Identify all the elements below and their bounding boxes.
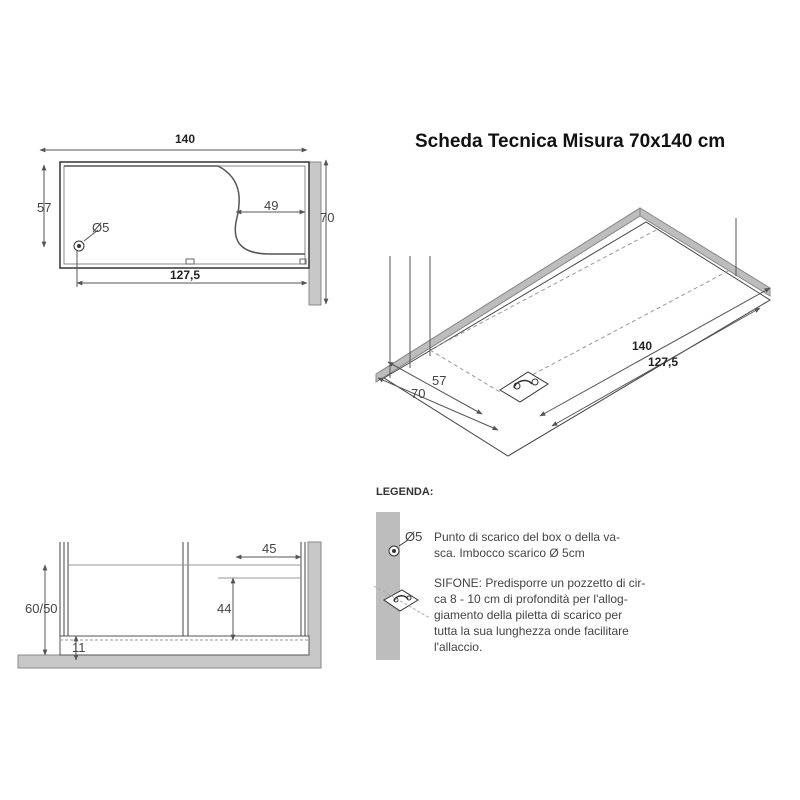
tray-inner-outline [64,166,305,264]
page-title: Scheda Tecnica Misura 70x140 cm [415,131,726,152]
section-drain-height-label: 44 [217,601,232,616]
legend-item-drain-line2: sca. Imbocco scarico Ø 5cm [434,546,585,560]
legend-item-siphon-line3: giamento della piletta di scarico per [434,608,623,622]
plan-drain-label: Ø5 [92,220,110,235]
section-view [18,542,321,668]
section-height-label: 60/50 [25,601,58,616]
legend-item-siphon [434,575,649,655]
drain-center [77,244,81,248]
legend-item-drain [434,529,649,561]
legend-item-drain-line1: Punto di scarico del box o della va- [434,530,621,544]
iso-view [376,208,770,456]
legend-item-siphon-line4: tutta la sua lunghezza onde facilitare [434,624,629,638]
plan-curve-label: 49 [264,198,279,213]
section-drain-offset-label: 45 [262,541,277,556]
legend-drain-label: Ø5 [405,529,423,544]
legend-item-siphon-line2: ca 8 - 10 cm di profondità per l'allog- [434,592,628,606]
iso-length-label: 140 [632,339,653,353]
legend-title: LEGENDA: [376,486,434,498]
legend-item-siphon-line1: SIFONE: Predisporre un pozzetto di cir- [434,576,646,590]
legend-item-siphon-line5: l'allaccio. [434,640,483,654]
plan-length-label: 140 [175,132,196,146]
section-tray [60,636,309,655]
section-base-label: 11 [72,640,86,655]
iso-inner-length-label: 127,5 [648,355,679,369]
plan-depth-label: 57 [37,200,52,215]
wall [309,162,321,305]
legend-wall-bar [376,512,400,660]
marker-bottom [186,259,194,264]
plan-width-label: 70 [320,210,335,225]
iso-width-70-label: 70 [411,386,426,401]
plan-inner-length-label: 127,5 [170,268,201,282]
iso-width-57-label: 57 [432,373,447,388]
tray-outline [60,162,309,268]
